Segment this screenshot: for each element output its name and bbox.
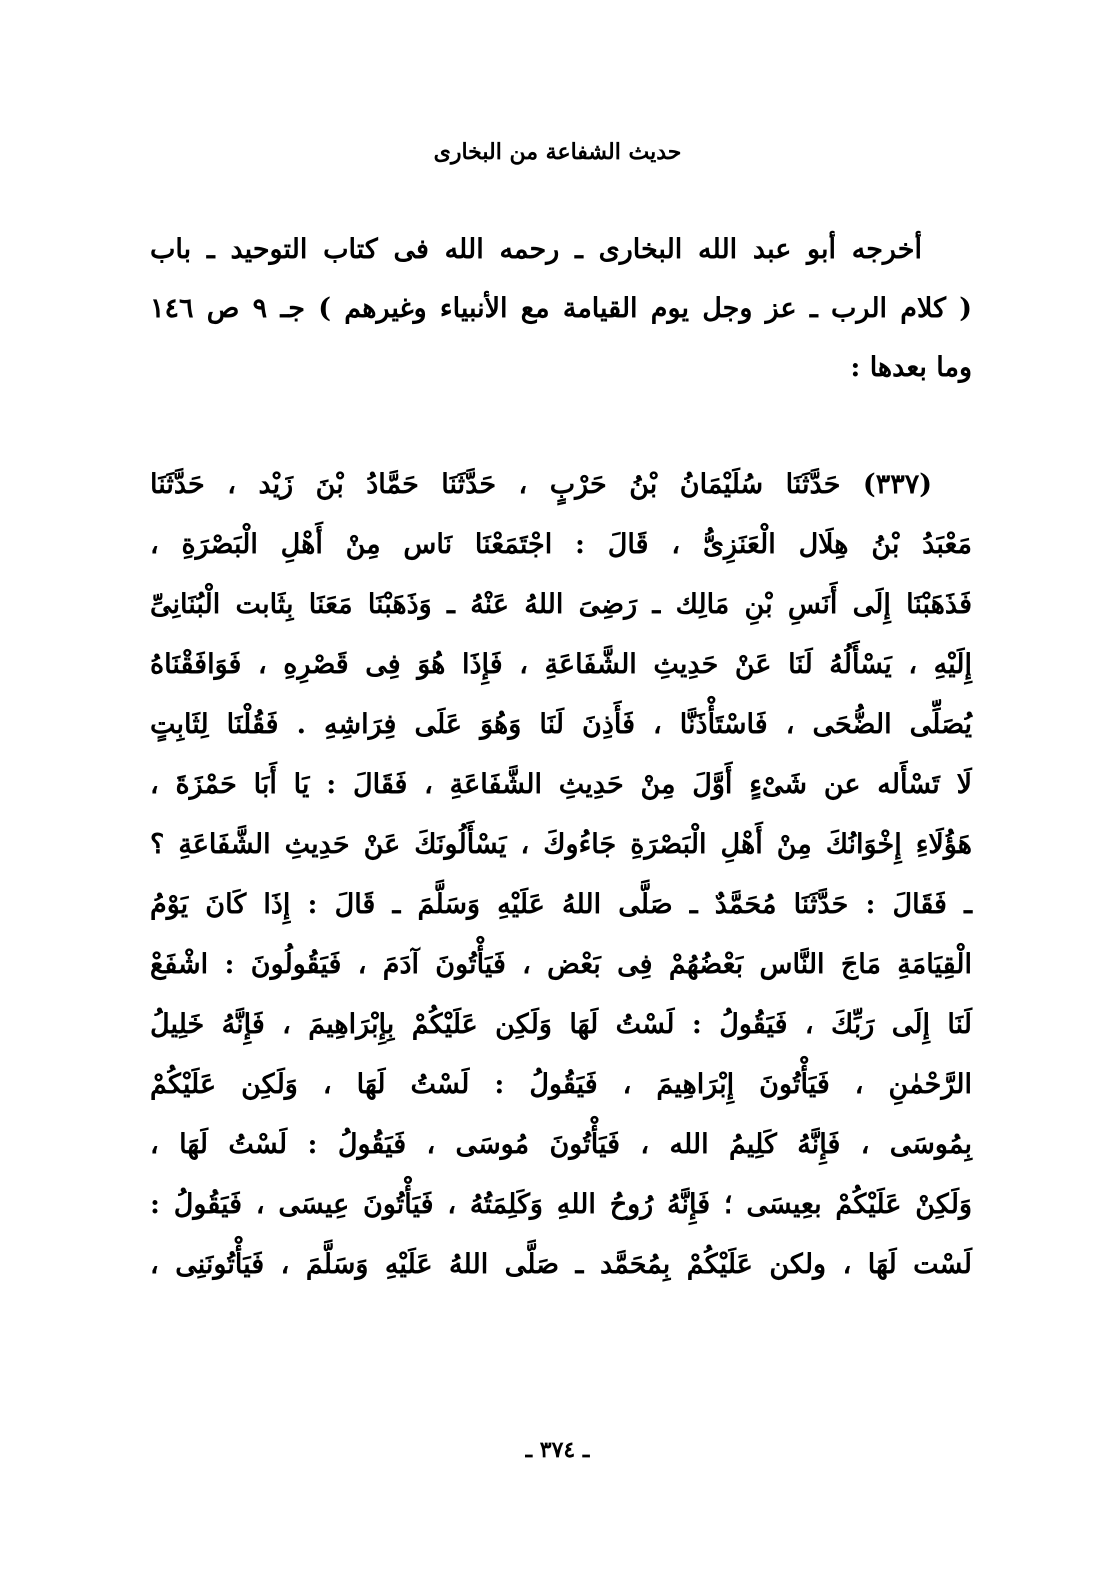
hadith-line: إِلَيْهِ ، يَسْأَلُهُ لَنَا عَنْ حَدِيثِ الشَّفَاعَةِ ، فَإِذَا هُوَ فِى قَصْرِهِ ، فَوَافَقْنَاهُ <box>150 649 972 680</box>
intro-line: وما بعدها : <box>850 352 972 383</box>
hadith-line: بِمُوسَى ، فَإِنَّهُ كَلِيمُ الله ، فَيَأْتُونَ مُوسَى ، فَيَقُولُ : لَسْتُ لَهَا ، <box>150 1129 972 1160</box>
intro-line: ( كلام الرب ـ عز وجل يوم القيامة مع الأنبياء وغيرهم ) جـ ٩ ص ١٤٦ <box>150 293 972 324</box>
hadith-line: لَنَا إِلَى رَبِّكَ ، فَيَقُولُ : لَسْتُ لَهَا وَلَكِن عَلَيْكُمْ بِإِبْرَاهِيمَ ، فَإِنَّهُ خَلِيلُ <box>150 1009 972 1040</box>
hadith-line: الرَّحْمٰنِ ، فَيَأْتُونَ إِبْرَاهِيمَ ، فَيَقُولُ : لَسْتُ لَهَا ، وَلَكِن عَلَيْكُمْ <box>150 1069 972 1100</box>
hadith-line: مَعْبَدُ بْنُ هِلَال الْعَنَزِىُّ ، قَالَ : اجْتَمَعْنَا نَاس مِنْ أَهْلِ الْبَصْرَةِ ، <box>150 529 972 560</box>
hadith-line: لَا تَسْأَله عن شَىْءٍ أَوَّلَ مِنْ حَدِيثِ الشَّفَاعَةِ ، فَقَالَ : يَا أَبَا حَمْزَةَ ، <box>150 769 972 800</box>
page-number: ـ ٣٧٤ ـ <box>525 1437 590 1463</box>
intro-paragraph <box>150 220 972 397</box>
hadith-line: ـ فَقَالَ : حَدَّثَنَا مُحَمَّدٌ ـ صَلَّى اللهُ عَلَيْهِ وَسَلَّمَ ـ قَالَ : إِذَا كَانَ يَوْمُ <box>150 889 972 920</box>
hadith-line: يُصَلِّى الضُّحَى ، فَاسْتَأْذَنَّا ، فَأَذِنَ لَنَا وَهُوَ عَلَى فِرَاشِهِ . فَقُلْنَا لِثَابِتٍ <box>150 709 972 740</box>
hadith-line: هَؤُلَاءِ إِخْوَانُكَ مِنْ أَهْلِ الْبَصْرَةِ جَاءُوكَ ، يَسْأَلُونَكَ عَنْ حَدِيثِ الشَّفَاعَةِ ؟ <box>150 829 973 860</box>
hadith-text <box>150 455 972 1295</box>
hadith-line: (٣٣٧) حَدَّثَنَا سُلَيْمَانُ بْنُ حَرْبٍ ، حَدَّثَنَا حَمَّادُ بْنَ زَيْد ، حَدَّثَنَا <box>150 469 932 500</box>
running-head: حديث الشفاعة من البخارى <box>433 139 682 165</box>
hadith-line: فَذَهَبْنَا إِلَى أَنَسِ بْنِ مَالِك ـ رَضِىَ اللهُ عَنْهُ ـ وَذَهَبْنَا مَعَنَا بِثَابت الْبُنَانِىِّ <box>150 589 972 620</box>
hadith-line: لَسْت لَهَا ، ولكن عَلَيْكُمْ بِمُحَمَّد ـ صَلَّى اللهُ عَلَيْهِ وَسَلَّمَ ، فَيَأْتُونَنِى ، <box>150 1249 972 1280</box>
intro-line: أخرجه أبو عبد الله البخارى ـ رحمه الله فى كتاب التوحيد ـ باب <box>150 234 922 265</box>
hadith-line: وَلَكِنْ عَلَيْكُمْ بعِيسَى ؛ فَإِنَّهُ رُوحُ اللهِ وَكَلِمَتُهُ ، فَيَأْتُونَ عِيسَى ، فَيَقُولُ : <box>150 1189 972 1220</box>
hadith-line: الْقِيَامَةِ مَاجَ النَّاس بَعْضُهُمْ فِى بَعْض ، فَيَأْتُونَ آدَمَ ، فَيَقُولُونَ : اشْفَعْ <box>150 949 972 980</box>
